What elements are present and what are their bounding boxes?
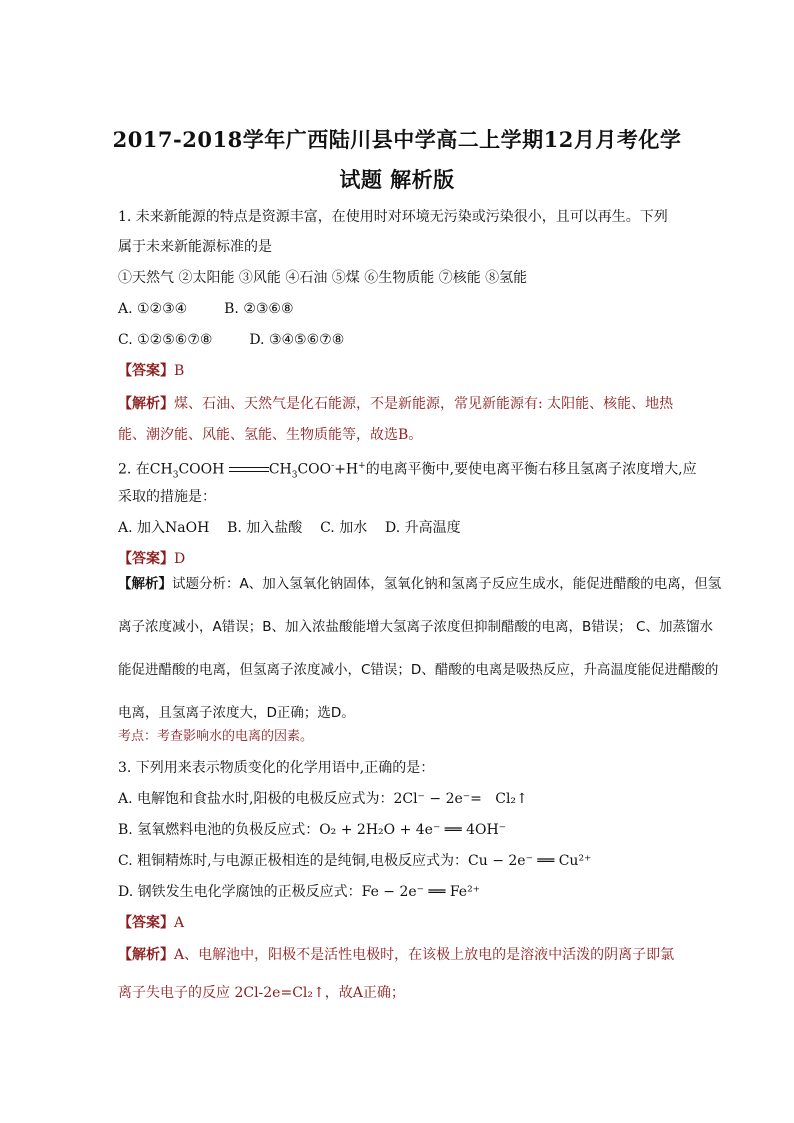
- q2-analysis-line2: 离子浓度减小，A错误；B、加入浓盐酸能增大氢离子浓度但抑制醋酸的电离，B错误； C、加蒸馏水: [118, 619, 713, 635]
- q1-items: ①天然气 ②太阳能 ③风能 ④石油 ⑤煤 ⑥生物质能 ⑦核能 ⑧氢能: [118, 270, 528, 286]
- q3-analysis-line2: 离子失电子的反应 2Cl-2e=Cl₂↑，故A正确；: [118, 985, 405, 1001]
- q2-stem-part: COO: [297, 461, 332, 478]
- q2-answer: [118, 549, 185, 569]
- q3-stem: 3. 下列用来表示物质变化的化学用语中,正确的是：: [118, 760, 435, 776]
- q1-analysis-line2: 能、潮汐能、风能、氢能、生物质能等，故选B。: [118, 427, 423, 443]
- q3-option-c: C. 粗铜精炼时,与电源正极相连的是纯铜,电极反应式为：Cu − 2e⁻ ══ Cu²⁺: [118, 853, 592, 869]
- analysis-text: 煤、石油、天然气是化石能源，不是新能源，常见新能源有: 太阳能、核能、地热: [174, 396, 674, 412]
- q2-analysis-line3: 能促进醋酸的电离，但氢离子浓度减小，C错误；D、醋酸的电离是吸热反应，升高温度能促进醋酸的: [118, 662, 719, 678]
- q2-analysis-line1: [118, 574, 721, 594]
- answer-value: A: [174, 915, 185, 931]
- q2-analysis-line4: 电离，且氢离子浓度大，D正确；选D。: [118, 705, 355, 721]
- document-title-line2: 试题 解析版: [339, 167, 455, 192]
- q2-kaodian: 考点：考查影响水的电离的因素。: [118, 729, 314, 744]
- answer-value: B: [174, 363, 185, 379]
- analysis-label: 【解析】: [118, 947, 174, 963]
- q2-stem-line2: 采取的措施是：: [118, 489, 216, 505]
- q3-option-a: A. 电解饱和食盐水时,阳极的电极反应式为：2Cl⁻ − 2e⁻= Cl₂↑: [118, 791, 528, 807]
- q1-option-d: D. ③④⑤⑥⑦⑧: [249, 332, 345, 348]
- q3-analysis-line1: [118, 945, 674, 965]
- answer-label: 【答案】: [118, 363, 174, 379]
- q1-stem-line1: 1. 未来新能源的特点是资源丰富，在使用时对环境无污染或污染很小，且可以再生。下列: [118, 209, 668, 225]
- q1-option-a: A. ①②③④: [118, 301, 188, 317]
- q1-options-cd: [118, 330, 344, 350]
- q2-stem-part: 2. 在CH: [118, 461, 173, 478]
- q3-option-b: B. 氢氧燃料电池的负极反应式：O₂ + 2H₂O + 4e⁻ ══ 4OH⁻: [118, 822, 507, 838]
- answer-label: 【答案】: [118, 551, 174, 567]
- q2-stem-part: CH: [268, 461, 292, 478]
- q1-option-c: C. ①②⑤⑥⑦⑧: [118, 332, 213, 348]
- q2-options: A. 加入NaOH B. 加入盐酸 C. 加水 D. 升高温度: [118, 520, 461, 536]
- analysis-text: 试题分析：A、加入氢氧化钠固体，氢氧化钠和氢离子反应生成水，能促进醋酸的电离，但氢: [172, 576, 722, 592]
- q2-stem-part: +H: [334, 461, 359, 478]
- q1-options-ab: [118, 299, 294, 319]
- answer-value: D: [174, 551, 186, 567]
- answer-label: 【答案】: [118, 915, 174, 931]
- analysis-label: 【解析】: [118, 396, 174, 412]
- q2-stem-part: COOH: [178, 461, 225, 478]
- q1-analysis-line1: [118, 394, 673, 414]
- q2-stem-part: 的电离平衡中,要使电离平衡右移且氢离子浓度增大,应: [365, 461, 697, 478]
- analysis-text: A、电解池中，阳极不是活性电极时，在该极上放电的是溶液中活泼的阴离子即氯: [174, 947, 675, 963]
- document-title-line1: 2017-2018学年广西陆川县中学高二上学期12月月考化学: [112, 127, 682, 152]
- q1-answer: [118, 361, 184, 381]
- q3-option-d: D. 钢铁发生电化学腐蚀的正极反应式：Fe − 2e⁻ ══ Fe²⁺: [118, 884, 481, 900]
- q3-answer: [118, 913, 184, 933]
- analysis-label: 【解析】: [118, 576, 172, 592]
- equilibrium-arrow-icon: [229, 466, 269, 474]
- q1-option-b: B. ②③⑥⑧: [224, 301, 294, 317]
- q1-stem-line2: 属于未来新能源标准的是: [118, 239, 272, 255]
- q2-stem-line1: 2. 在$CH_3COOH$ $CH_3COO^-+H^+$的电离平衡中,要使电离平衡右移且氢离子浓度增大,应: [118, 461, 697, 481]
